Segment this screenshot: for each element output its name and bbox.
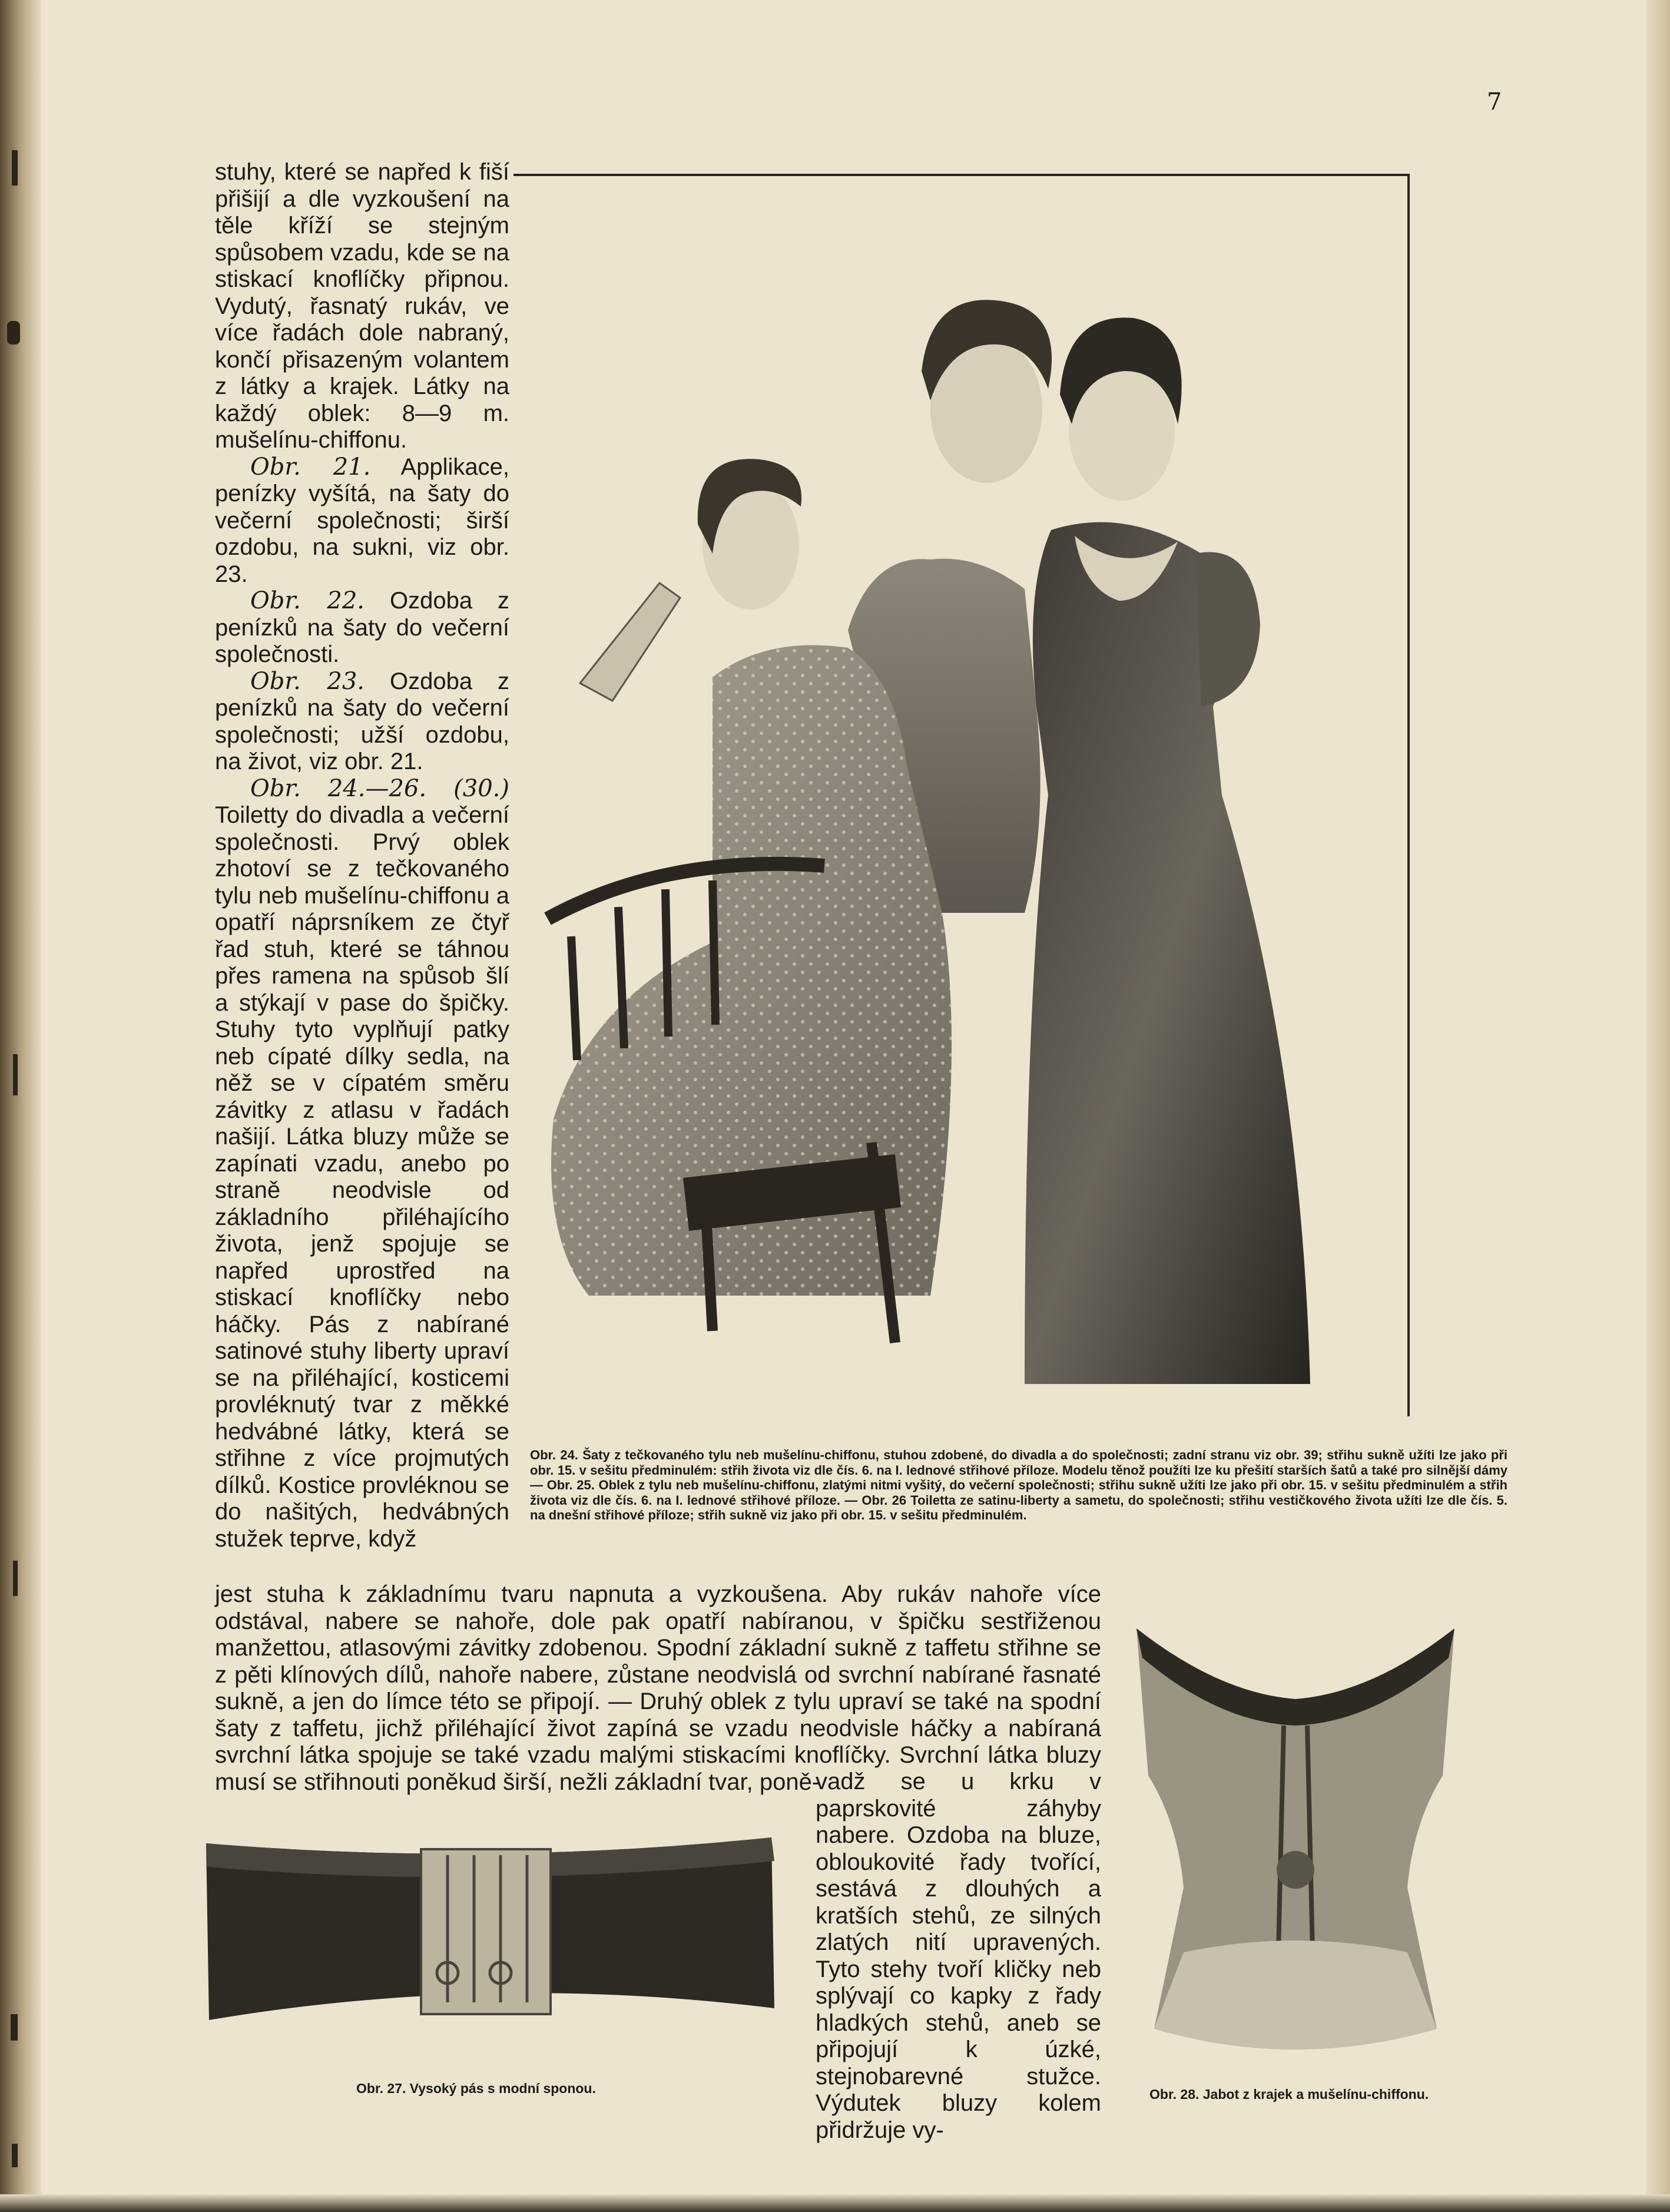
binding-mark [7, 321, 20, 345]
woman-right-dress [1025, 522, 1310, 1384]
paragraph [215, 159, 509, 454]
paragraph [215, 588, 509, 668]
paragraph: jest stuha k základnímu tvaru napnuta a vyzkoušena. Aby rukáv nahoře více odstával, nabere se nahoře, dole pak opatří nabíranou, v špičku sestřiženou manžettou, atlasovými závitky zdobenou. Spodní základní sukně z taffetu střihne se z pěti klínových dílů, nahoře nabere, zůstane neodvislá od svrchní nabírané řasnaté sukně, a jen do límce této se připojí. — Druhý oblek z tylu upraví se také na spodní šaty z taffetu, jichž přiléhající život zapíná se vzadu neodvisle háčky a nabíraná svrchní látka spojuje se také vzadu malými stiskacími knoflíčky. Svrchní látka bluzy musí se střihnouti poněkud širší, nežli základní tvar, poně- [215, 1581, 1101, 1795]
page-bottom-edge [0, 2194, 1670, 2212]
paragraph [215, 668, 509, 776]
paragraph: vadž se u krku v paprskovité záhyby nabere. Ozdoba na bluze, obloukovité řady tvořící, sestává z dlouhých a kratších stehů, ze silných zlatých nití upravených. Tyto stehy tvoří kličky neb splývají co kapky z řady hladkých stehů, aneb se připojují k úzké, stejnobarevné stužce. Výdutek bluzy kolem přidržuje vy- [816, 1769, 1101, 2143]
jabot-ruffle [1154, 1941, 1437, 2049]
page-edge [1646, 0, 1670, 2212]
figure-caption-27: Obr. 27. Vysoký pás s modní sponou. [356, 2081, 596, 2096]
woman-right-sleeve [1195, 552, 1260, 707]
binding-mark [12, 2144, 18, 2167]
paragraph [215, 454, 509, 588]
paragraph-text: Ozdoba z penízků na šaty do večerní společnosti. [215, 588, 510, 667]
page-number: 7 [1487, 88, 1502, 115]
figure-caption-24-26: Obr. 24. Šaty z tečkovaného tylu neb mušelínu-chiffonu, stuhou zdobené, do divadla a do společnosti; zadní stranu viz obr. 39; střihu sukně užíti lze jako při obr. 15. v sešitu předminulém: střih života viz dle čís. 6. na I. lednové střihové příloze. Modelu těnož použíti lze ku přešití starších šatů a také pro silnější dámy — Obr. 25. Oblek z tylu neb mušelínu-chiffonu, zlatými nitmi vyšitý, do večerní společnosti; střihu sukně užíti lze jako při obr. 15. v sešitu předminulém a střih života viz dle čís. 6. na I. lednové střihové příloze. — Obr. 26 Toiletta ze satinu-liberty a sametu, do společnosti; střihu vestičkového života užíti lze dle čís. 5. na dnešní střihové příloze; střih sukně viz jako při obr. 15. v sešitu předminulém. [530, 1448, 1507, 1522]
illustration-three-women [518, 177, 1407, 1416]
paragraph-text: stuhy, které se napřed k fiší přišijí a dle vyzkoušení na těle kříží se stejným spůsobem vzadu, kde se na stiskací knoflíčky připnou. Vydutý, řasnatý rukáv, ve více řadách dole nabraný, končí přisazeným volantem z látky a krajek. Látky na každý oblek: 8—9 m. mušelínu-chiffonu. [215, 159, 509, 453]
fan [580, 583, 680, 701]
paragraph [215, 776, 509, 1553]
paragraph-text: Toiletty do divadla a večerní společnosti. Prvý oblek zhotoví se z tečkovaného tylu neb mušelínu-chiffonu a opatří náprsníkem ze čtyř řad stuh, které se táhnou přes ramena na spůsob šlí a stýkají v pase do špičky. Stuhy tyto vyplňují patky neb cípaté dílky sedla, na něž se v cípatém směru závitky z atlasu v řadách našijí. Látka bluzy může se zapínati vzadu, anebo po straně neodvisle od základního přiléhajícího života, jenž spojuje se napřed uprostřed na stiskací knoflíčky nebo háčky. Pás z nabírané satinové stuhy liberty upraví se na přiléhající, kosticemi provléknutý tvar z měkké hedvábné látky, která se střihne z více projmutých dílků. Kostice provléknou se do našitých, hedvábných stužek teprve, když [215, 802, 509, 1552]
jabot-rosette [1277, 1851, 1314, 1889]
illustration-belt [200, 1826, 777, 2038]
illustration-jabot [1131, 1622, 1460, 2061]
text-column-top [215, 159, 509, 1552]
figure-reference: Obr. 23. [250, 667, 365, 695]
paragraph-text: Ozdoba z penízků na šaty do večerní společnosti; užší ozdobu, na život, viz obr. 21. [215, 668, 510, 774]
text-column-right [816, 1769, 1101, 2144]
figure-reference: Obr. 21. [250, 453, 371, 481]
book-gutter [0, 0, 41, 2212]
binding-mark [13, 1054, 18, 1095]
figure-reference: Obr. 24.—26. (30.) [250, 774, 509, 802]
figure-reference: Obr. 22. [250, 587, 365, 614]
paragraph-text: Applikace, penízky vyšítá, na šaty do večerní společnosti; širší ozdobu, na sukni, viz obr. 23. [215, 453, 509, 587]
binding-mark [11, 2014, 18, 2041]
text-column-full [215, 1581, 1101, 1796]
belt-buckle [421, 1849, 551, 2014]
binding-mark [13, 1561, 18, 1596]
figure-caption-28: Obr. 28. Jabot z krajek a mušelínu-chiffonu. [1149, 2087, 1429, 2102]
binding-mark [12, 150, 18, 186]
